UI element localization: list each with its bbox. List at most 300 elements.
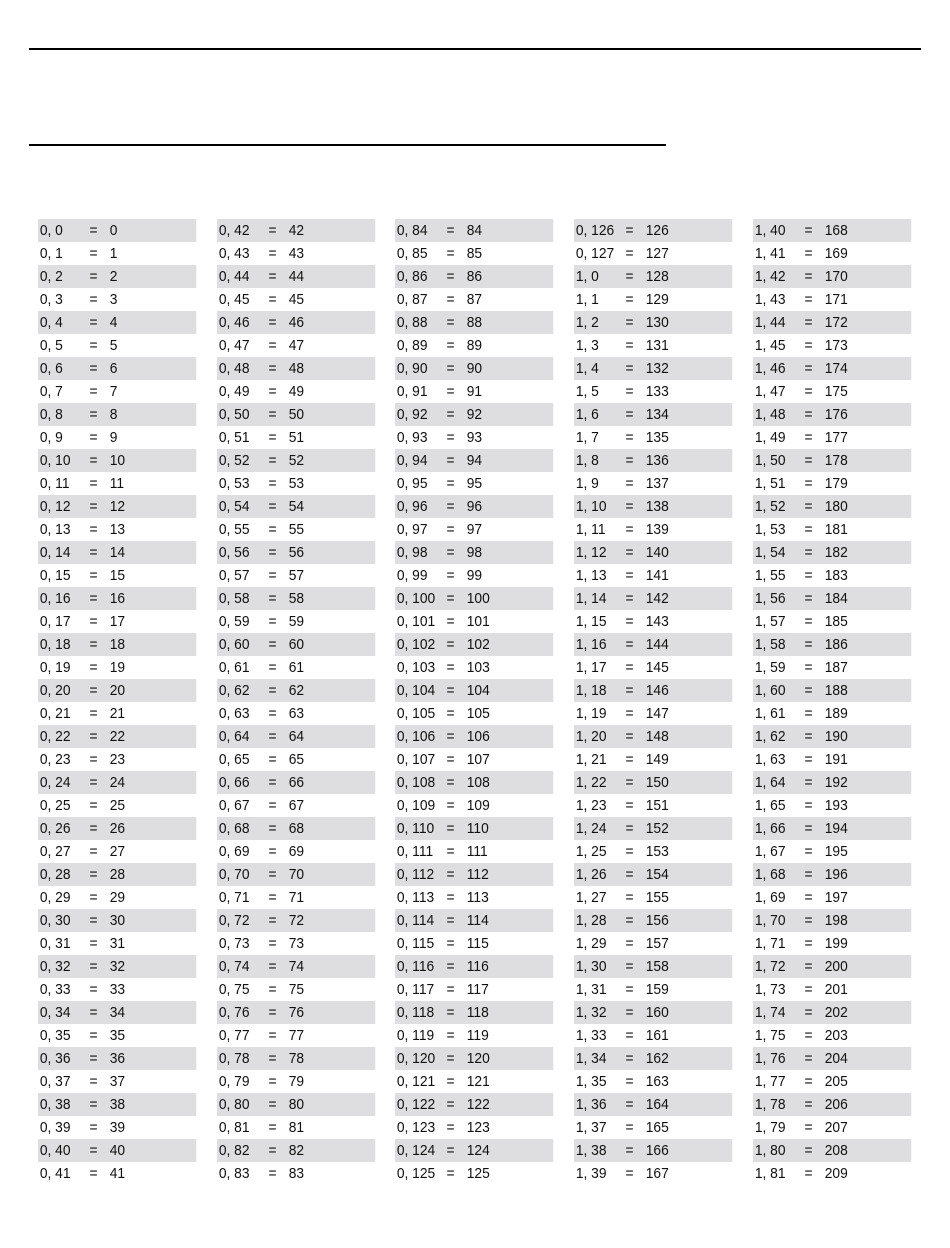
table-row bbox=[574, 748, 732, 771]
table-row bbox=[574, 863, 732, 886]
table-row bbox=[38, 380, 196, 403]
table-row bbox=[753, 311, 911, 334]
row-value: 0 bbox=[109, 222, 118, 239]
table-row bbox=[395, 541, 553, 564]
equals-sign: = bbox=[804, 682, 813, 699]
row-value: 101 bbox=[466, 613, 490, 630]
equals-sign: = bbox=[89, 613, 98, 630]
table-row bbox=[574, 334, 732, 357]
table-row bbox=[574, 357, 732, 380]
row-value: 173 bbox=[824, 337, 848, 354]
table-row bbox=[217, 1139, 375, 1162]
equals-sign: = bbox=[625, 429, 634, 446]
row-code: 0, 17 bbox=[39, 613, 71, 630]
table-row bbox=[395, 748, 553, 771]
row-code: 0, 48 bbox=[218, 360, 250, 377]
table-row bbox=[753, 1070, 911, 1093]
row-code: 0, 115 bbox=[396, 935, 435, 952]
row-code: 0, 96 bbox=[396, 498, 428, 515]
equals-sign: = bbox=[89, 705, 98, 722]
row-value: 204 bbox=[824, 1050, 848, 1067]
equals-sign: = bbox=[446, 636, 455, 653]
equals-sign: = bbox=[804, 1096, 813, 1113]
table-row bbox=[217, 932, 375, 955]
row-code: 0, 56 bbox=[218, 544, 250, 561]
row-value: 207 bbox=[824, 1119, 848, 1136]
row-value: 85 bbox=[466, 245, 483, 262]
row-code: 0, 107 bbox=[396, 751, 436, 768]
equals-sign: = bbox=[89, 1165, 98, 1182]
table-row bbox=[753, 564, 911, 587]
table-row bbox=[38, 587, 196, 610]
row-value: 128 bbox=[645, 268, 669, 285]
equals-sign: = bbox=[89, 383, 98, 400]
table-row bbox=[574, 288, 732, 311]
row-code: 0, 103 bbox=[396, 659, 436, 676]
row-code: 0, 125 bbox=[396, 1165, 436, 1182]
table-row bbox=[395, 449, 553, 472]
row-code: 1, 61 bbox=[754, 705, 786, 722]
row-value: 80 bbox=[288, 1096, 305, 1113]
table-row bbox=[753, 633, 911, 656]
row-value: 102 bbox=[466, 636, 490, 653]
row-code: 1, 17 bbox=[575, 659, 607, 676]
row-value: 38 bbox=[109, 1096, 126, 1113]
row-value: 39 bbox=[109, 1119, 126, 1136]
row-code: 0, 113 bbox=[396, 889, 435, 906]
row-code: 1, 77 bbox=[754, 1073, 786, 1090]
table-row bbox=[395, 978, 553, 1001]
row-value: 64 bbox=[288, 728, 305, 745]
row-value: 131 bbox=[645, 337, 669, 354]
row-code: 1, 38 bbox=[575, 1142, 607, 1159]
row-value: 137 bbox=[645, 475, 669, 492]
row-code: 0, 30 bbox=[39, 912, 71, 929]
row-value: 129 bbox=[645, 291, 669, 308]
equals-sign: = bbox=[804, 360, 813, 377]
row-code: 0, 50 bbox=[218, 406, 250, 423]
row-value: 115 bbox=[466, 935, 489, 952]
table-row bbox=[38, 748, 196, 771]
table-row bbox=[38, 817, 196, 840]
equals-sign: = bbox=[268, 613, 277, 630]
equals-sign: = bbox=[268, 1096, 277, 1113]
row-code: 1, 75 bbox=[754, 1027, 786, 1044]
equals-sign: = bbox=[446, 1073, 455, 1090]
row-value: 168 bbox=[824, 222, 848, 239]
row-code: 1, 43 bbox=[754, 291, 786, 308]
row-code: 1, 80 bbox=[754, 1142, 786, 1159]
row-value: 162 bbox=[645, 1050, 669, 1067]
row-value: 110 bbox=[466, 820, 489, 837]
row-code: 0, 120 bbox=[396, 1050, 436, 1067]
row-value: 9 bbox=[109, 429, 118, 446]
equals-sign: = bbox=[804, 1142, 813, 1159]
row-value: 200 bbox=[824, 958, 848, 975]
table-row bbox=[395, 587, 553, 610]
row-value: 194 bbox=[824, 820, 848, 837]
equals-sign: = bbox=[89, 1073, 98, 1090]
row-value: 55 bbox=[288, 521, 305, 538]
row-value: 72 bbox=[288, 912, 305, 929]
row-code: 1, 76 bbox=[754, 1050, 786, 1067]
equals-sign: = bbox=[268, 406, 277, 423]
row-value: 24 bbox=[109, 774, 126, 791]
row-value: 30 bbox=[109, 912, 126, 929]
table-row bbox=[574, 771, 732, 794]
table-row bbox=[217, 426, 375, 449]
row-code: 1, 9 bbox=[575, 475, 599, 492]
table-row bbox=[574, 311, 732, 334]
table-row bbox=[395, 1070, 553, 1093]
equals-sign: = bbox=[804, 636, 813, 653]
table-row bbox=[753, 541, 911, 564]
row-value: 58 bbox=[288, 590, 305, 607]
row-code: 1, 12 bbox=[575, 544, 607, 561]
equals-sign: = bbox=[268, 705, 277, 722]
table-row bbox=[38, 771, 196, 794]
row-code: 0, 43 bbox=[218, 245, 250, 262]
row-value: 26 bbox=[109, 820, 126, 837]
row-value: 43 bbox=[288, 245, 305, 262]
row-code: 1, 13 bbox=[575, 567, 607, 584]
equals-sign: = bbox=[625, 498, 634, 515]
row-code: 1, 55 bbox=[754, 567, 786, 584]
equals-sign: = bbox=[268, 567, 277, 584]
row-code: 1, 47 bbox=[754, 383, 786, 400]
row-value: 132 bbox=[645, 360, 669, 377]
row-code: 0, 19 bbox=[39, 659, 71, 676]
row-value: 4 bbox=[109, 314, 118, 331]
table-row bbox=[395, 311, 553, 334]
equals-sign: = bbox=[625, 314, 634, 331]
equals-sign: = bbox=[89, 981, 98, 998]
table-row bbox=[395, 334, 553, 357]
equals-sign: = bbox=[625, 1027, 634, 1044]
row-code: 1, 54 bbox=[754, 544, 786, 561]
table-row bbox=[217, 817, 375, 840]
row-value: 178 bbox=[824, 452, 848, 469]
table-row bbox=[574, 656, 732, 679]
equals-sign: = bbox=[89, 889, 98, 906]
equals-sign: = bbox=[625, 659, 634, 676]
equals-sign: = bbox=[804, 1050, 813, 1067]
table-row bbox=[217, 311, 375, 334]
equals-sign: = bbox=[804, 912, 813, 929]
table-row bbox=[753, 288, 911, 311]
equals-sign: = bbox=[268, 774, 277, 791]
row-code: 0, 127 bbox=[575, 245, 615, 262]
equals-sign: = bbox=[446, 475, 455, 492]
equals-sign: = bbox=[625, 406, 634, 423]
table-row bbox=[217, 1024, 375, 1047]
row-code: 0, 57 bbox=[218, 567, 250, 584]
row-code: 0, 55 bbox=[218, 521, 250, 538]
row-value: 181 bbox=[824, 521, 848, 538]
row-code: 1, 44 bbox=[754, 314, 786, 331]
row-code: 0, 80 bbox=[218, 1096, 250, 1113]
row-value: 93 bbox=[466, 429, 483, 446]
table-row bbox=[38, 610, 196, 633]
table-row bbox=[217, 702, 375, 725]
equals-sign: = bbox=[268, 843, 277, 860]
row-code: 1, 23 bbox=[575, 797, 607, 814]
row-value: 19 bbox=[109, 659, 126, 676]
table-row bbox=[395, 1047, 553, 1070]
table-row bbox=[395, 219, 553, 242]
table-row bbox=[574, 909, 732, 932]
row-value: 82 bbox=[288, 1142, 305, 1159]
row-code: 1, 10 bbox=[575, 498, 607, 515]
row-code: 0, 4 bbox=[39, 314, 63, 331]
row-code: 0, 9 bbox=[39, 429, 63, 446]
row-code: 1, 69 bbox=[754, 889, 786, 906]
table-row bbox=[395, 403, 553, 426]
table-row bbox=[753, 357, 911, 380]
table-row bbox=[38, 403, 196, 426]
equals-sign: = bbox=[446, 1119, 455, 1136]
equals-sign: = bbox=[268, 1073, 277, 1090]
row-code: 0, 24 bbox=[39, 774, 71, 791]
table-row bbox=[574, 1116, 732, 1139]
table-row bbox=[38, 1070, 196, 1093]
row-value: 49 bbox=[288, 383, 305, 400]
table-row bbox=[753, 863, 911, 886]
row-value: 106 bbox=[466, 728, 490, 745]
row-code: 1, 48 bbox=[754, 406, 786, 423]
table-row bbox=[574, 955, 732, 978]
table-row bbox=[753, 840, 911, 863]
row-value: 63 bbox=[288, 705, 305, 722]
equals-sign: = bbox=[89, 521, 98, 538]
row-value: 70 bbox=[288, 866, 305, 883]
equals-sign: = bbox=[268, 820, 277, 837]
row-code: 1, 70 bbox=[754, 912, 786, 929]
table-row bbox=[38, 564, 196, 587]
table-row bbox=[574, 794, 732, 817]
equals-sign: = bbox=[804, 1027, 813, 1044]
table-column-5 bbox=[753, 219, 912, 1185]
equals-sign: = bbox=[446, 360, 455, 377]
table-row bbox=[574, 587, 732, 610]
row-value: 69 bbox=[288, 843, 305, 860]
equals-sign: = bbox=[625, 567, 634, 584]
equals-sign: = bbox=[268, 337, 277, 354]
row-code: 0, 40 bbox=[39, 1142, 71, 1159]
table-row bbox=[574, 472, 732, 495]
equals-sign: = bbox=[804, 958, 813, 975]
row-code: 1, 81 bbox=[754, 1165, 786, 1182]
row-code: 0, 66 bbox=[218, 774, 250, 791]
row-value: 135 bbox=[645, 429, 669, 446]
row-code: 0, 69 bbox=[218, 843, 250, 860]
table-row bbox=[217, 955, 375, 978]
row-code: 0, 85 bbox=[396, 245, 428, 262]
row-value: 3 bbox=[109, 291, 118, 308]
table-row bbox=[217, 794, 375, 817]
row-value: 195 bbox=[824, 843, 848, 860]
row-code: 0, 109 bbox=[396, 797, 436, 814]
row-value: 99 bbox=[466, 567, 483, 584]
equals-sign: = bbox=[89, 843, 98, 860]
table-row bbox=[753, 265, 911, 288]
row-code: 0, 23 bbox=[39, 751, 71, 768]
equals-sign: = bbox=[625, 935, 634, 952]
table-row bbox=[217, 518, 375, 541]
row-code: 1, 31 bbox=[575, 981, 607, 998]
row-value: 119 bbox=[466, 1027, 489, 1044]
row-value: 193 bbox=[824, 797, 848, 814]
equals-sign: = bbox=[446, 659, 455, 676]
header-rule bbox=[29, 144, 666, 146]
table-row bbox=[395, 1024, 553, 1047]
equals-sign: = bbox=[625, 1096, 634, 1113]
equals-sign: = bbox=[625, 820, 634, 837]
row-code: 1, 65 bbox=[754, 797, 786, 814]
row-value: 133 bbox=[645, 383, 669, 400]
table-row bbox=[395, 702, 553, 725]
row-code: 1, 67 bbox=[754, 843, 786, 860]
row-code: 0, 75 bbox=[218, 981, 250, 998]
row-value: 151 bbox=[645, 797, 669, 814]
table-row bbox=[217, 771, 375, 794]
row-value: 177 bbox=[824, 429, 848, 446]
row-code: 0, 34 bbox=[39, 1004, 71, 1021]
equals-sign: = bbox=[625, 613, 634, 630]
table-row bbox=[574, 1047, 732, 1070]
row-value: 104 bbox=[466, 682, 490, 699]
table-row bbox=[753, 702, 911, 725]
row-code: 1, 15 bbox=[575, 613, 607, 630]
table-row bbox=[217, 909, 375, 932]
equals-sign: = bbox=[446, 613, 455, 630]
table-row bbox=[217, 978, 375, 1001]
table-column-3 bbox=[395, 219, 554, 1185]
row-code: 0, 108 bbox=[396, 774, 436, 791]
table-row bbox=[574, 1024, 732, 1047]
equals-sign: = bbox=[268, 383, 277, 400]
equals-sign: = bbox=[625, 981, 634, 998]
table-row bbox=[753, 242, 911, 265]
row-code: 0, 62 bbox=[218, 682, 250, 699]
equals-sign: = bbox=[89, 544, 98, 561]
row-code: 1, 50 bbox=[754, 452, 786, 469]
table-column-2 bbox=[217, 219, 376, 1185]
row-code: 1, 35 bbox=[575, 1073, 607, 1090]
row-value: 14 bbox=[109, 544, 126, 561]
equals-sign: = bbox=[89, 682, 98, 699]
row-code: 1, 62 bbox=[754, 728, 786, 745]
table-row bbox=[753, 518, 911, 541]
table-row bbox=[217, 633, 375, 656]
row-value: 44 bbox=[288, 268, 305, 285]
equals-sign: = bbox=[625, 245, 634, 262]
row-code: 1, 7 bbox=[575, 429, 599, 446]
equals-sign: = bbox=[268, 1142, 277, 1159]
row-code: 1, 71 bbox=[754, 935, 786, 952]
equals-sign: = bbox=[268, 935, 277, 952]
row-value: 11 bbox=[109, 475, 125, 492]
equals-sign: = bbox=[268, 912, 277, 929]
table-row bbox=[217, 1116, 375, 1139]
row-code: 0, 102 bbox=[396, 636, 436, 653]
table-row bbox=[395, 495, 553, 518]
table-row bbox=[38, 1001, 196, 1024]
equals-sign: = bbox=[804, 452, 813, 469]
row-code: 1, 36 bbox=[575, 1096, 607, 1113]
equals-sign: = bbox=[89, 498, 98, 515]
equals-sign: = bbox=[804, 981, 813, 998]
equals-sign: = bbox=[446, 958, 455, 975]
equals-sign: = bbox=[89, 1119, 98, 1136]
equals-sign: = bbox=[446, 590, 455, 607]
row-code: 0, 64 bbox=[218, 728, 250, 745]
equals-sign: = bbox=[625, 705, 634, 722]
table-row bbox=[753, 725, 911, 748]
row-value: 22 bbox=[109, 728, 126, 745]
row-value: 126 bbox=[645, 222, 669, 239]
row-code: 0, 124 bbox=[396, 1142, 436, 1159]
row-value: 87 bbox=[466, 291, 483, 308]
row-code: 0, 117 bbox=[396, 981, 435, 998]
equals-sign: = bbox=[446, 1004, 455, 1021]
equals-sign: = bbox=[446, 843, 455, 860]
table-row bbox=[753, 978, 911, 1001]
table-row bbox=[574, 679, 732, 702]
row-code: 0, 28 bbox=[39, 866, 71, 883]
row-code: 0, 114 bbox=[396, 912, 435, 929]
row-code: 0, 100 bbox=[396, 590, 436, 607]
equals-sign: = bbox=[446, 1027, 455, 1044]
equals-sign: = bbox=[804, 222, 813, 239]
row-value: 182 bbox=[824, 544, 848, 561]
top-rule bbox=[29, 48, 921, 50]
row-code: 0, 73 bbox=[218, 935, 250, 952]
row-value: 79 bbox=[288, 1073, 305, 1090]
row-value: 174 bbox=[824, 360, 848, 377]
row-value: 31 bbox=[109, 935, 126, 952]
table-row bbox=[574, 932, 732, 955]
row-code: 0, 29 bbox=[39, 889, 71, 906]
row-code: 0, 18 bbox=[39, 636, 71, 653]
equals-sign: = bbox=[268, 544, 277, 561]
row-code: 0, 110 bbox=[396, 820, 435, 837]
row-value: 23 bbox=[109, 751, 126, 768]
table-row bbox=[38, 288, 196, 311]
table-row bbox=[38, 794, 196, 817]
table-row bbox=[395, 564, 553, 587]
table-row bbox=[753, 495, 911, 518]
row-value: 81 bbox=[288, 1119, 305, 1136]
table-row bbox=[753, 817, 911, 840]
row-value: 116 bbox=[466, 958, 489, 975]
row-code: 1, 42 bbox=[754, 268, 786, 285]
row-value: 95 bbox=[466, 475, 483, 492]
table-row bbox=[395, 472, 553, 495]
equals-sign: = bbox=[89, 774, 98, 791]
equals-sign: = bbox=[625, 521, 634, 538]
row-code: 1, 33 bbox=[575, 1027, 607, 1044]
table-row bbox=[217, 334, 375, 357]
row-code: 0, 26 bbox=[39, 820, 71, 837]
row-code: 0, 35 bbox=[39, 1027, 71, 1044]
row-value: 1 bbox=[109, 245, 118, 262]
row-code: 1, 64 bbox=[754, 774, 786, 791]
table-row bbox=[217, 863, 375, 886]
row-value: 138 bbox=[645, 498, 669, 515]
row-code: 0, 61 bbox=[218, 659, 250, 676]
equals-sign: = bbox=[268, 659, 277, 676]
